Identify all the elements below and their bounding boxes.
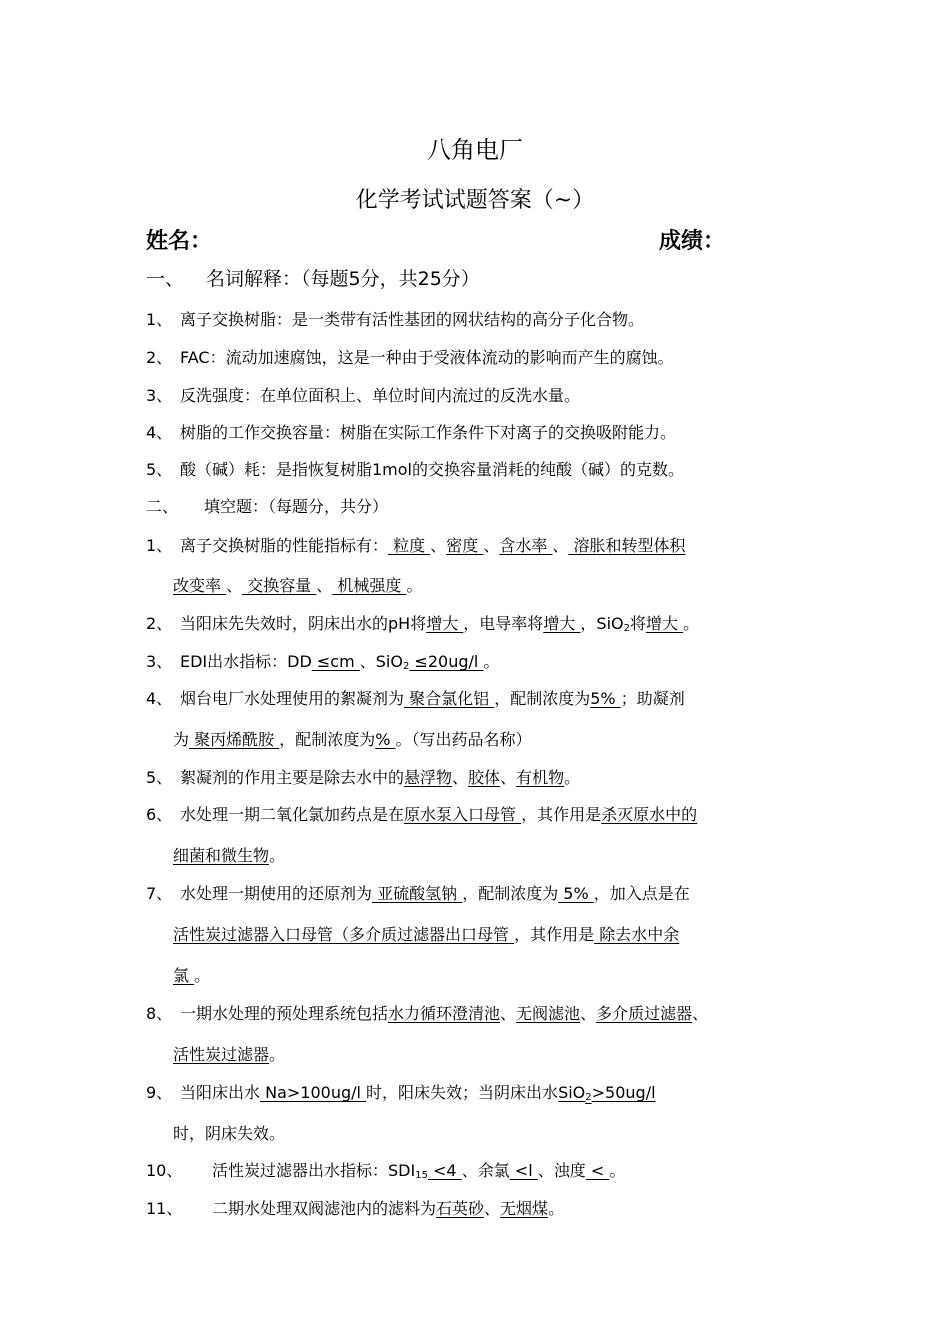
s1-item-3 [146,383,580,406]
answer: 除去水中余 [594,925,680,944]
q-text: 水处理一期使用的还原剂为 [180,884,373,903]
s2-q9-line2 [173,1121,285,1144]
q-text: 、余氯 [461,1161,510,1180]
separator: 、 [484,1199,501,1218]
q-text: 、浊度 [537,1161,586,1180]
answer: 无阀滤池 [516,1004,581,1023]
item-num: 10、 [146,1161,183,1180]
answer: 聚丙烯酰胺 [189,730,280,749]
item-num: 5、 [146,768,173,787]
q-text: ，SiO [580,614,624,633]
q-text: 。（写出药品名称） [395,730,532,749]
q-text: 离子交换树脂的性能指标有： [180,536,389,555]
s1-item-1 [146,307,644,330]
separator: 、 [692,1004,709,1023]
q-text: 时，阳床失效；当阴床出水 [366,1083,559,1102]
answer: ≤20ug/l [409,652,484,671]
answer: ≤cm [311,652,360,671]
item-num: 1、 [146,310,173,329]
answer: 改变率 [173,576,227,595]
subscript: 15 [415,1170,428,1181]
s2-q8-line2 [173,1042,285,1065]
document-subtitle: 化学考试试题答案（~） [355,188,595,213]
answer: Na>100ug/l [260,1083,367,1102]
s2-q9-line1 [146,1080,656,1103]
document-title: 八角电厂 [427,136,523,164]
separator: 、 [430,536,447,555]
answer: 溶胀和转型体积 [568,536,686,555]
s2-q4-line1 [146,686,685,709]
s2-q10 [146,1158,625,1181]
q-text: 水处理一期二氧化氯加药点是在 [180,805,405,824]
s2-q11 [146,1196,564,1219]
answer: 细菌和微生物 [173,846,270,865]
section2-heading-num: 二、 [146,497,179,516]
q-text: EDI出水指标：DD [180,652,312,671]
punct: 。 [269,846,286,865]
answer: 聚合氯化铝 [404,689,495,708]
answer: 增大 [646,614,684,633]
s2-q1-line2 [173,573,423,596]
item-text: 反洗强度：在单位面积上、单位时间内流过的反洗水量。 [180,386,581,405]
separator: 、 [552,536,569,555]
q-text: ，其作用是 [521,805,602,824]
q-text: ，配制浓度为 [494,689,591,708]
q-text: 活性炭过滤器出水指标：SDI [212,1161,416,1180]
answer: 含水率 [499,536,553,555]
q-text: 、SiO [359,652,403,671]
separator: 、 [483,536,500,555]
q-text: 烟台电厂水处理使用的絮凝剂为 [180,689,405,708]
answer: 增大 [426,614,464,633]
answer: 5% [558,884,594,903]
answer: 机械强度 [332,576,407,595]
item-text: 树脂的工作交换容量：树脂在实际工作条件下对离子的交换吸附能力。 [180,423,677,442]
s2-q7-line3 [173,963,210,986]
punct: 。 [194,966,211,985]
score-label: 成绩： [659,229,726,254]
punct: 。 [406,576,423,595]
s2-q2 [146,611,699,634]
name-label: 姓名： [146,229,213,254]
item-num: 2、 [146,614,173,633]
item-num: 4、 [146,423,173,442]
punct: 。 [683,614,700,633]
q-text: ，其作用是 [514,925,595,944]
q-text: ，配制浓度为 [279,730,376,749]
s1-item-4 [146,420,676,443]
s2-q5 [146,765,580,788]
item-num: 11、 [146,1199,183,1218]
s2-q7-line1 [146,881,690,904]
item-num: 5、 [146,460,173,479]
item-num: 3、 [146,652,173,671]
answer: 氯 [173,966,195,985]
item-num: 7、 [146,884,173,903]
answer: 粒度 [388,536,431,555]
answer: 多介质过滤器 [596,1004,693,1023]
s2-q8-line1 [146,1001,708,1024]
item-text: FAC：流动加速腐蚀，这是一种由于受液体流动的影响而产生的腐蚀。 [180,348,674,367]
answer: 交换容量 [242,576,317,595]
item-num: 9、 [146,1083,173,1102]
q-text: 二期水处理双阀滤池内的滤料为 [212,1199,437,1218]
answer: 悬浮物 [404,768,453,787]
answer: 水力循环澄清池 [388,1004,501,1023]
answer: 增大 [543,614,581,633]
answer: 活性炭过滤器 [173,1045,270,1064]
answer: < [585,1161,610,1180]
item-num: 8、 [146,1004,173,1023]
q-text: ；助凝剂 [620,689,685,708]
punct: 。 [483,652,500,671]
subscript: 2 [402,661,410,672]
name-score-bar [146,224,736,255]
answer: 有机物 [516,768,565,787]
section1-heading-num: 一、 [146,268,185,290]
section2-heading [146,494,388,517]
answer: <l [509,1161,538,1180]
answer: <4 [427,1161,462,1180]
answer: 活性炭过滤器入口母管（多介质过滤器出口母管 [173,925,515,944]
q-text: ，配制浓度为 [462,884,559,903]
subscript: 2 [623,623,630,634]
item-text: 酸（碱）耗：是指恢复树脂1mol的交换容量消耗的纯酸（碱）的克数。 [180,460,685,479]
item-num: 4、 [146,689,173,708]
q-text: ，电导率将 [463,614,544,633]
separator: 、 [580,1004,597,1023]
s2-q6-line1 [146,802,697,825]
answer: 原水泵入口母管 [404,805,522,824]
q-text: 为 [173,730,190,749]
s1-item-5 [146,457,684,480]
separator: 、 [500,768,517,787]
punct: 。 [548,1199,565,1218]
punct: 。 [609,1161,626,1180]
item-num: 2、 [146,348,173,367]
answer: 亚硫酸氢钠 [372,884,463,903]
answer: 5% [590,689,621,708]
separator: 、 [500,1004,517,1023]
s2-q6-line2 [173,843,285,866]
section2-heading-text: 填空题：（每题分，共分） [204,497,389,516]
s1-item-2 [146,345,674,368]
separator: 、 [226,576,243,595]
section1-heading-text: 名词解释：（每题5分，共25分） [206,268,480,290]
answer: 无烟煤 [500,1199,549,1218]
item-num: 3、 [146,386,173,405]
q-text: 当阳床出水 [180,1083,261,1102]
answer: 密度 [446,536,484,555]
answer: 胶体 [468,768,501,787]
answer: SiO [558,1083,586,1102]
punct: 。 [564,768,581,787]
item-text: 离子交换树脂：是一类带有活性基团的网状结构的高分子化合物。 [180,310,645,329]
s2-q4-line2 [173,727,532,750]
punct: 。 [269,1045,286,1064]
separator: 、 [452,768,469,787]
q-text: 时，阴床失效。 [173,1124,286,1143]
s2-q7-line2 [173,922,679,945]
q-text: 絮凝剂的作用主要是除去水中的 [180,768,405,787]
q-text: ，加入点是在 [593,884,690,903]
answer: 石英砂 [436,1199,485,1218]
subscript: 2 [585,1092,592,1103]
item-num: 1、 [146,536,173,555]
item-num: 6、 [146,805,173,824]
answer: % [375,730,396,749]
q-text: 当阳床先失效时，阴床出水的pH将 [180,614,427,633]
answer: 杀灭原水中的 [601,805,698,824]
q-text: 将 [629,614,646,633]
q-text: 一期水处理的预处理系统包括 [180,1004,389,1023]
answer: >50ug/l [591,1083,656,1102]
s2-q3 [146,649,499,672]
s2-q1-line1 [146,533,686,556]
separator: 、 [316,576,333,595]
section1-heading [146,264,480,291]
